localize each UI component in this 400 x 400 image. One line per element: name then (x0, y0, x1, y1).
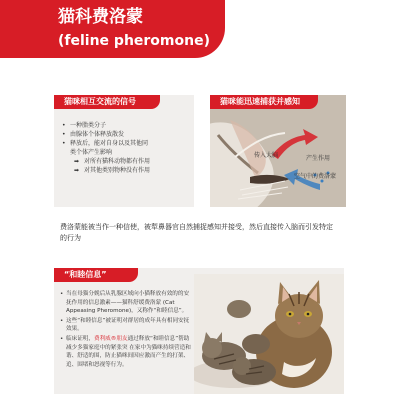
appeasing-panel-title: “和睦信息” (54, 268, 138, 282)
appeasing-list-item (60, 317, 192, 334)
appeasing-text: 临床证明， (66, 335, 94, 342)
bullet-icon: • (62, 140, 66, 147)
signals-panel-title: 猫咪相互交流的信号 (54, 95, 160, 109)
cat-family-photo (194, 274, 344, 394)
description-text: 费洛蒙能被当作一种信使，被犁鼻器官自然捕捉感知并接受，然后直接传入脑而引发特定的行为 (60, 223, 333, 242)
label-into-brain: 传入大脑 (254, 152, 279, 159)
signal-list-item (62, 166, 190, 175)
signals-list (62, 121, 190, 175)
appeasing-list-item (60, 335, 192, 369)
signal-list-item (62, 157, 190, 166)
label-pheromone: 空气中的费洛蒙 (294, 173, 337, 180)
perception-panel-title: 猫咪能迅速捕获并感知 (210, 95, 318, 109)
perception-panel (210, 95, 346, 207)
appeasing-panel (54, 268, 344, 394)
signal-text: 类个体产生影响 (70, 149, 113, 156)
bullet-icon: • (60, 317, 64, 324)
signal-text: 对其他类别物种没有作用 (84, 167, 151, 174)
appeasing-list (60, 290, 192, 370)
signal-list-item (62, 148, 190, 157)
page-title: 猫科费洛蒙 (58, 7, 143, 27)
appeasing-list-item (60, 290, 192, 316)
signals-panel (54, 95, 194, 207)
signal-text: 一种脂类分子 (70, 122, 107, 129)
signal-list-item (62, 139, 190, 148)
signal-text: 释放后，能对自身以及其他同 (70, 140, 149, 147)
bullet-icon: • (62, 122, 66, 129)
product-name-highlight: 费利威®朋友 (93, 335, 128, 342)
arrow-right-icon: ➡ (74, 167, 80, 174)
bullet-icon: • (60, 291, 64, 297)
appeasing-text: 当在母猫分娩后从乳腺区域向小猫释放有效的的安抚作用的信息激素——猫科舒缓费洛蒙 (Cat Appeasing Pheromone)，又称作“和睦信息”。 (66, 291, 190, 315)
appeasing-text: 通过释放“和睦信息”帮助减少多猫家庭中的紧张突 在家中为猫咪持续营造和谐、舒适的围，防止猫咪间因应激而产生的打架、追、围堵和怒视等行为。 (66, 335, 191, 368)
title-banner (0, 0, 225, 58)
signal-list-item (62, 130, 190, 139)
signal-text: 对所有猫科动物都有作用 (84, 158, 151, 165)
label-produce-signal: 产生作用 (306, 155, 331, 162)
signal-list-item (62, 121, 190, 130)
arrow-right-icon: ➡ (74, 158, 80, 165)
page-subtitle: (feline pheromone) (58, 33, 210, 49)
bullet-icon: • (62, 131, 66, 138)
bullet-icon: • (60, 335, 64, 342)
appeasing-text: 这些“和睦信息”被证明对群居的成年具有相同安抚效果。 (66, 317, 190, 333)
signal-text: 由腺体个体释放散发 (70, 131, 125, 138)
